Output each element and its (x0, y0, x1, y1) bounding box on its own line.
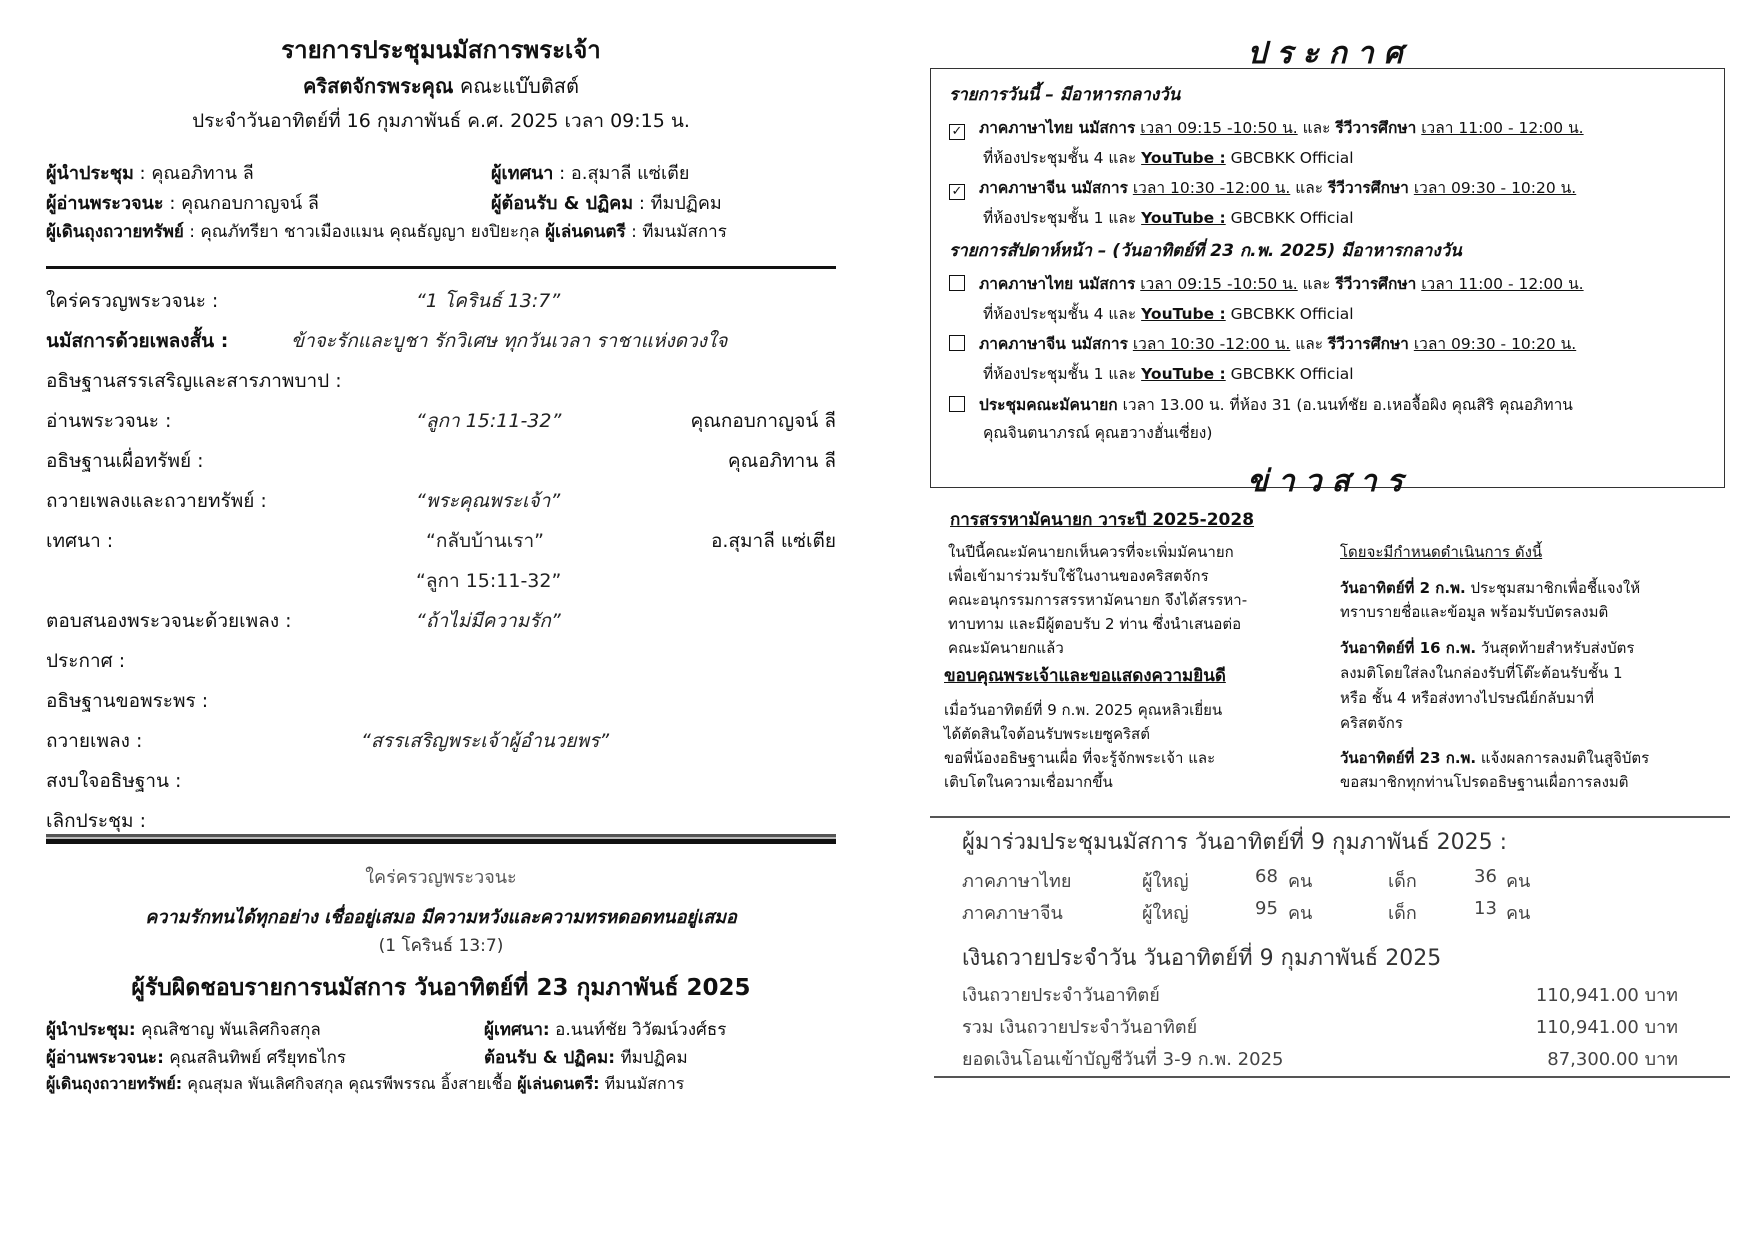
offering-row: รวม เงินถวายประจำวันอาทิตย์ 110,941.00 บาท (962, 1017, 1678, 1038)
role-preacher: ผู้เทศนา : อ.สุมาลี แซ่เตีย (491, 163, 690, 184)
church-name: คริสตจักรพระคุณ (303, 74, 454, 98)
role-reader: ผู้อ่านพระวจนะ : คุณกอบกาญจน์ ลี (46, 193, 319, 214)
schedule-heading: โดยจะมีกำหนดดำเนินการ ดังนี้ (1340, 543, 1543, 561)
divider (46, 266, 836, 269)
order-row: สงบใจอธิษฐาน : (46, 770, 182, 792)
next-week-heading: ผู้รับผิดชอบรายการนมัสการ วันอาทิตย์ที่ 23 กุมภาพันธ์ 2025 (131, 975, 751, 1001)
thanks-text: เมื่อวันอาทิตย์ที่ 9 ก.พ. 2025 คุณหลิวเยี่ยน ได้ตัดสินใจต้อนรับพระเยซูคริสต์ ขอพี่น้องอธิษฐานเผื่อ ที่จะรู้จักพระเจ้า และ เติบโตในความเชื่อมากขึ้น (944, 701, 1223, 791)
youtube-link[interactable]: YouTube : (1141, 149, 1226, 167)
order-row: ใคร่ครวญพระวจนะ : “1 โครินธ์ 13:7” (46, 290, 561, 312)
next-item-chinese: ภาคภาษาจีน นมัสการ เวลา 10:30 -12:00 น. และ รีวีวารศึกษา เวลา 09:30 - 10:20 น. ที่ห้องประชุมชั้น 1 และ YouTube : GBCBKK Official (949, 329, 1709, 389)
offering-row: เงินถวายประจำวันอาทิตย์ 110,941.00 บาท (962, 985, 1678, 1006)
role-usher: ผู้ต้อนรับ & ปฏิคม : ทีมปฏิคม (491, 193, 722, 214)
next-reader: ผู้อ่านพระวจนะ: คุณสลินทิพย์ ศรียุทธไกร (46, 1048, 347, 1068)
checkbox-empty-icon (949, 396, 965, 412)
order-row: อธิษฐานขอพระพร : (46, 690, 209, 712)
announce-box (930, 68, 1725, 488)
order-row: เทศนา : “กลับบ้านเรา” อ.สุมาลี แซ่เตีย (46, 530, 836, 552)
order-row: ประกาศ : (46, 650, 126, 672)
order-row: อธิษฐานเผื่อทรัพย์ : คุณอภิทาน ลี (46, 450, 836, 472)
schedule-item: วันอาทิตย์ที่ 23 ก.พ. แจ้งผลการลงมติในสูจิบัตร ขอสมาชิกทุกท่านโปรดอธิษฐานเผื่อการลงมติ (1340, 749, 1650, 791)
role-leader: ผู้นำประชุม : คุณอภิทาน ลี (46, 163, 254, 184)
order-row: เลิกประชุม : (46, 810, 146, 832)
order-row: ถวายเพลงและถวายทรัพย์ : “พระคุณพระเจ้า” (46, 490, 561, 512)
worship-program-panel (46, 30, 836, 1220)
checkbox-checked-icon: ✓ (949, 184, 965, 200)
checkbox-empty-icon (949, 275, 965, 291)
next-week-schedule-heading: รายการสัปดาห์หน้า – (วันอาทิตย์ที่ 23 ก.พ. 2025) มีอาหารกลางวัน (949, 241, 1462, 261)
verse-text: ความรักทนได้ทุกอย่าง เชื่ออยู่เสมอ มีความหวังและความทรหดอดทนอยู่เสมอ (145, 907, 737, 928)
next-offering: ผู้เดินถุงถวายทรัพย์: คุณสุมล พันเลิศกิจสกุล คุณรพีพรรณ อิ้งสายเชื้อ ผู้เล่นดนตรี: ทีมนมัสการ (46, 1074, 685, 1093)
service-date: ประจำวันอาทิตย์ที่ 16 กุมภาพันธ์ ค.ศ. 2025 เวลา 09:15 น. (192, 110, 690, 132)
divider (934, 1076, 1730, 1078)
offering-row: ยอดเงินโอนเข้าบัญชีวันที่ 3-9 ก.พ. 2025 87,300.00 บาท (962, 1049, 1678, 1070)
order-row: ถวายเพลง : “สรรเสริญพระเจ้าผู้อำนวยพร” (46, 730, 610, 752)
checkbox-checked-icon: ✓ (949, 124, 965, 140)
church-line (46, 70, 836, 102)
order-row: ตอบสนองพระวจนะด้วยเพลง : “ถ้าไม่มีความรัก” (46, 610, 561, 632)
denomination: คณะแบ๊บติสต์ (459, 74, 579, 98)
checkbox-empty-icon (949, 335, 965, 351)
next-usher: ต้อนรับ & ปฏิคม: ทีมปฏิคม (484, 1048, 688, 1068)
order-row: “ลูกา 15:11-32” (416, 570, 562, 592)
deacon-meeting-item: ประชุมคณะมัคนายก เวลา 13.00 น. ที่ห้อง 31 (อ.นนท์ชัย อ.เหอจื้อผิง คุณสิริ คุณอภิทาน คุณจินตนาภรณ์ คุณฮวางฮั่นเซี่ยง) (949, 391, 1709, 447)
order-row: อ่านพระวจนะ : “ลูกา 15:11-32” คุณกอบกาญจน์ ลี (46, 410, 836, 432)
divider (46, 834, 836, 844)
news-title: ข่าวสาร (1247, 464, 1413, 499)
schedule-item: วันอาทิตย์ที่ 2 ก.พ. ประชุมสมาชิกเพื่อชี้แจงให้ ทราบรายชื่อและข้อมูล พร้อมรับบัตรลงมติ (1340, 579, 1641, 621)
election-text: ในปีนี้คณะมัคนายกเห็นควรที่จะเพิ่มมัคนายก เพื่อเข้ามาร่วมรับใช้ในงานของคริสตจักร คณะอนุกรรมการสรรหามัคนายก จึงได้สรรหา- ทาบทาม และมีผู้ตอบรับ 2 ท่าน ซึ่งนำเสนอต่อ คณะมัคนายกแล้ว (948, 543, 1248, 657)
program-title: รายการประชุมนมัสการพระเจ้า (281, 36, 601, 64)
election-heading: การสรรหามัคนายก วาระปี 2025-2028 (950, 510, 1255, 530)
next-item-thai: ภาคภาษาไทย นมัสการ เวลา 09:15 -10:50 น. และ รีวีวารศึกษา เวลา 11:00 - 12:00 น. ที่ห้องประชุมชั้น 4 และ YouTube : GBCBKK Official (949, 269, 1709, 329)
role-offering: ผู้เดินถุงถวายทรัพย์ : คุณภัทรียา ชาวเมืองแมน คุณธัญญา ยงปิยะกุล ผู้เล่นดนตรี : ทีมนมัสการ (46, 222, 727, 242)
divider (930, 816, 1730, 818)
thanks-heading: ขอบคุณพระเจ้าและขอแสดงความยินดี (944, 666, 1226, 686)
schedule-item: วันอาทิตย์ที่ 16 ก.พ. วันสุดท้ายสำหรับส่งบัตร ลงมติโดยใส่ลงในกล่องรับที่โต๊ะต้อนรับชั้น 1 หรือ ชั้น 4 หรือส่งทางไปรษณีย์กลับมาที่ คริสตจักร (1340, 639, 1635, 732)
next-leader: ผู้นำประชุม: คุณสิชาญ พันเลิศกิจสกุล (46, 1020, 321, 1040)
attendance-title: ผู้มาร่วมประชุมนมัสการ วันอาทิตย์ที่ 9 กุมภาพันธ์ 2025 : (962, 830, 1508, 855)
next-preacher: ผู้เทศนา: อ.นนท์ชัย วิวัฒน์วงศ์ธร (484, 1020, 727, 1040)
meditation-heading: ใคร่ครวญพระวจนะ (365, 867, 517, 888)
today-item-chinese: ✓ ภาคภาษาจีน นมัสการ เวลา 10:30 -12:00 น. และ รีวีวารศึกษา เวลา 09:30 - 10:20 น. ที่ห้องประชุมชั้น 1 และ YouTube : GBCBKK Official (949, 173, 1709, 233)
today-item-thai: ✓ ภาคภาษาไทย นมัสการ เวลา 09:15 -10:50 น. และ รีวีวารศึกษา เวลา 11:00 - 12:00 น. ที่ห้องประชุมชั้น 4 และ YouTube : GBCBKK Official (949, 113, 1709, 173)
order-row: อธิษฐานสรรเสริญและสารภาพบาป : (46, 370, 342, 392)
announce-title: ประกาศ (1247, 36, 1413, 71)
youtube-link[interactable]: YouTube : (1141, 365, 1226, 383)
youtube-link[interactable]: YouTube : (1141, 305, 1226, 323)
today-heading: รายการวันนี้ – มีอาหารกลางวัน (949, 85, 1181, 105)
announcement-panel: ประกาศ รายการวันนี้ – มีอาหารกลางวัน ✓ ภาคภาษาไทย นมัสการ เวลา 09:15 -10:50 น. และ รีวีวารศึกษา เวลา 11:00 - 12:00 น. ที่ห้องประชุมชั้น 4 และ YouTube : GBCBKK Official ✓ ภาคภาษาจีน นมัสการ เวลา 10:30 -12:00 น. และ รีวีวารศึกษา เวลา 09:30 - 10:20 น. ที่ห้องประชุมชั้น 1 และ YouTube : GBCBKK Official รายการสัปดาห์หน้า – (วันอาทิตย์ที่ 23 ก.พ. 2025) มีอาหารกลางวัน ภาคภาษาไทย นมัสการ เวลา 09:15 -10:50 น. และ รีวีวารศึกษา เวลา 11:00 - 12:00 น. ที่ห้องประชุมชั้น 4 และ YouTube : GBCBKK Official ภาคภาษาจีน นมัสการ เวลา 10:30 -12:00 น. และ รีวีวารศึกษา เวลา 09:30 - 10:20 น. ที่ห้องประชุมชั้น 1 และ YouTube : GBCBKK Official ประชุมคณะมัคนายก เวลา 13.00 น. ที่ห้อง 31 (อ.นนท์ชัย อ.เหอจื้อผิง คุณสิริ คุณอภิทาน คุณจินตนาภรณ์ คุณฮวางฮั่นเซี่ยง) ข่าวสาร การสรรหามัคนายก วาระปี 2025-2028 ในปีนี้คณะมัคนายกเห็นควรที่จะเพิ่มมัคนายก เพื่อเข้ามาร่วมรับใช้ในงานของคริสตจักร คณะอนุกรรมการสรรหามัคนายก จึงได้สรรหา- ทาบทาม และมีผู้ตอบรับ 2 ท่าน ซึ่งนำเสนอต่อ คณะมัคนายกแล้ว ขอบคุณพระเจ้าและขอแสดงความยินดี เมื่อวันอาทิตย์ที่ 9 ก.พ. 2025 คุณหลิวเยี่ยน ได้ตัดสินใจต้อนรับพระเยซูคริสต์ ขอพี่น้องอธิษฐานเผื่อ ที่จะรู้จักพระเจ้า และ เติบโตในความเชื่อมากขึ้น โดยจะมีกำหนดดำเนินการ ดังนี้ วันอาทิตย์ที่ 2 ก.พ. ประชุมสมาชิกเพื่อชี้แจงให้ ทราบรายชื่อและข้อมูล พร้อมรับบัตรลงมติ วันอาทิตย์ที่ 16 ก.พ. วันสุดท้ายสำหรับส่งบัตร ลงมติโดยใส่ลงในกล่องรับที่โต๊ะต้อนรับชั้น 1 หรือ ชั้น 4 หรือส่งทางไปรษณีย์กลับมาที่ คริสตจักร วันอาทิตย์ที่ 23 ก.พ. แจ้งผลการลงมติในสูจิบัตร ขอสมาชิกทุกท่านโปรดอธิษฐานเผื่อการลงมติ ผู้มาร่วมประชุมนมัสการ วันอาทิตย์ที่ 9 กุมภาพันธ์ 2025 : ภาคภาษาไทย ผู้ใหญ่ 68 คน เด็ก 36 คน ภาคภาษาจีน ผู้ใหญ่ 95 คน เด็ก 13 คน เงินถวายประจำวัน วันอาทิตย์ที่ 9 กุมภาพันธ์ 2025 เงินถวายประจำวันอาทิตย์ 110,941.00 บาท รวม เงินถวายประจำวันอาทิตย์ 110,941.00 บาท ยอดเงินโอนเข้าบัญชีวันที่ 3-9 ก.พ. 2025 87,300.00 บาท (930, 30, 1730, 1220)
offering-title: เงินถวายประจำวัน วันอาทิตย์ที่ 9 กุมภาพันธ์ 2025 (962, 946, 1442, 971)
youtube-link[interactable]: YouTube : (1141, 209, 1226, 227)
verse-ref: (1 โครินธ์ 13:7) (378, 936, 504, 956)
order-row: นมัสการด้วยเพลงสั้น : ข้าจะรักและบูชา รักวิเศษ ทุกวันเวลา ราชาแห่งดวงใจ (46, 330, 728, 352)
